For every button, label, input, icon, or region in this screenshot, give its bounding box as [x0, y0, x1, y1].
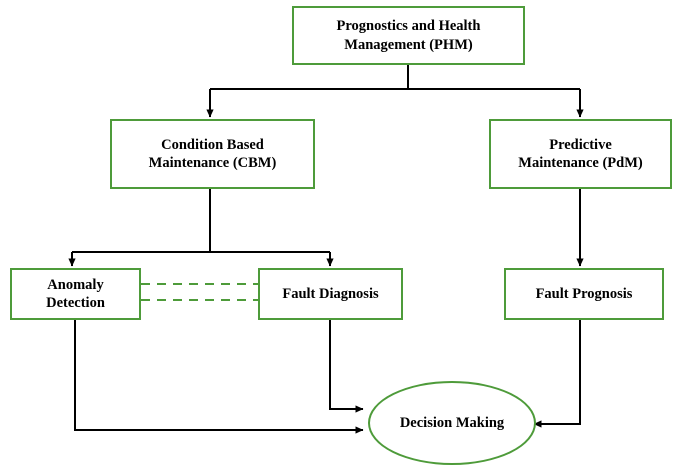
node-anomaly-detection-label-line2: Detection [46, 295, 105, 311]
node-phm[interactable] [292, 6, 525, 65]
node-cbm-label-line1: Condition Based [161, 136, 264, 153]
node-phm-label-line2: Management (PHM) [344, 36, 473, 53]
edge-fault-diagnosis-to-decision [330, 320, 363, 409]
node-pdm-label-line2: Maintenance (PdM) [518, 155, 643, 171]
edge-anomaly-to-decision [75, 320, 363, 430]
node-fault-prognosis-label: Fault Prognosis [535, 285, 633, 302]
node-pdm[interactable] [489, 119, 672, 189]
node-cbm-label-line2: Maintenance (CBM) [148, 155, 277, 171]
node-fault-diagnosis-label: Fault Diagnosis [282, 285, 379, 302]
node-fault-diagnosis[interactable] [258, 268, 403, 320]
node-pdm-label-line1: Predictive [549, 136, 612, 153]
node-decision-making[interactable] [368, 381, 536, 465]
node-decision-making-label-line2: Making [455, 414, 505, 431]
node-fault-prognosis[interactable] [504, 268, 664, 320]
node-phm-label-line1: Prognostics and Health [336, 18, 481, 35]
node-cbm[interactable] [110, 119, 315, 189]
edge-fault-prognosis-to-decision [534, 320, 580, 424]
node-decision-making-label-line1: Decision [399, 414, 453, 431]
node-anomaly-detection[interactable] [10, 268, 141, 320]
node-anomaly-detection-label-line1: Anomaly [47, 276, 104, 293]
